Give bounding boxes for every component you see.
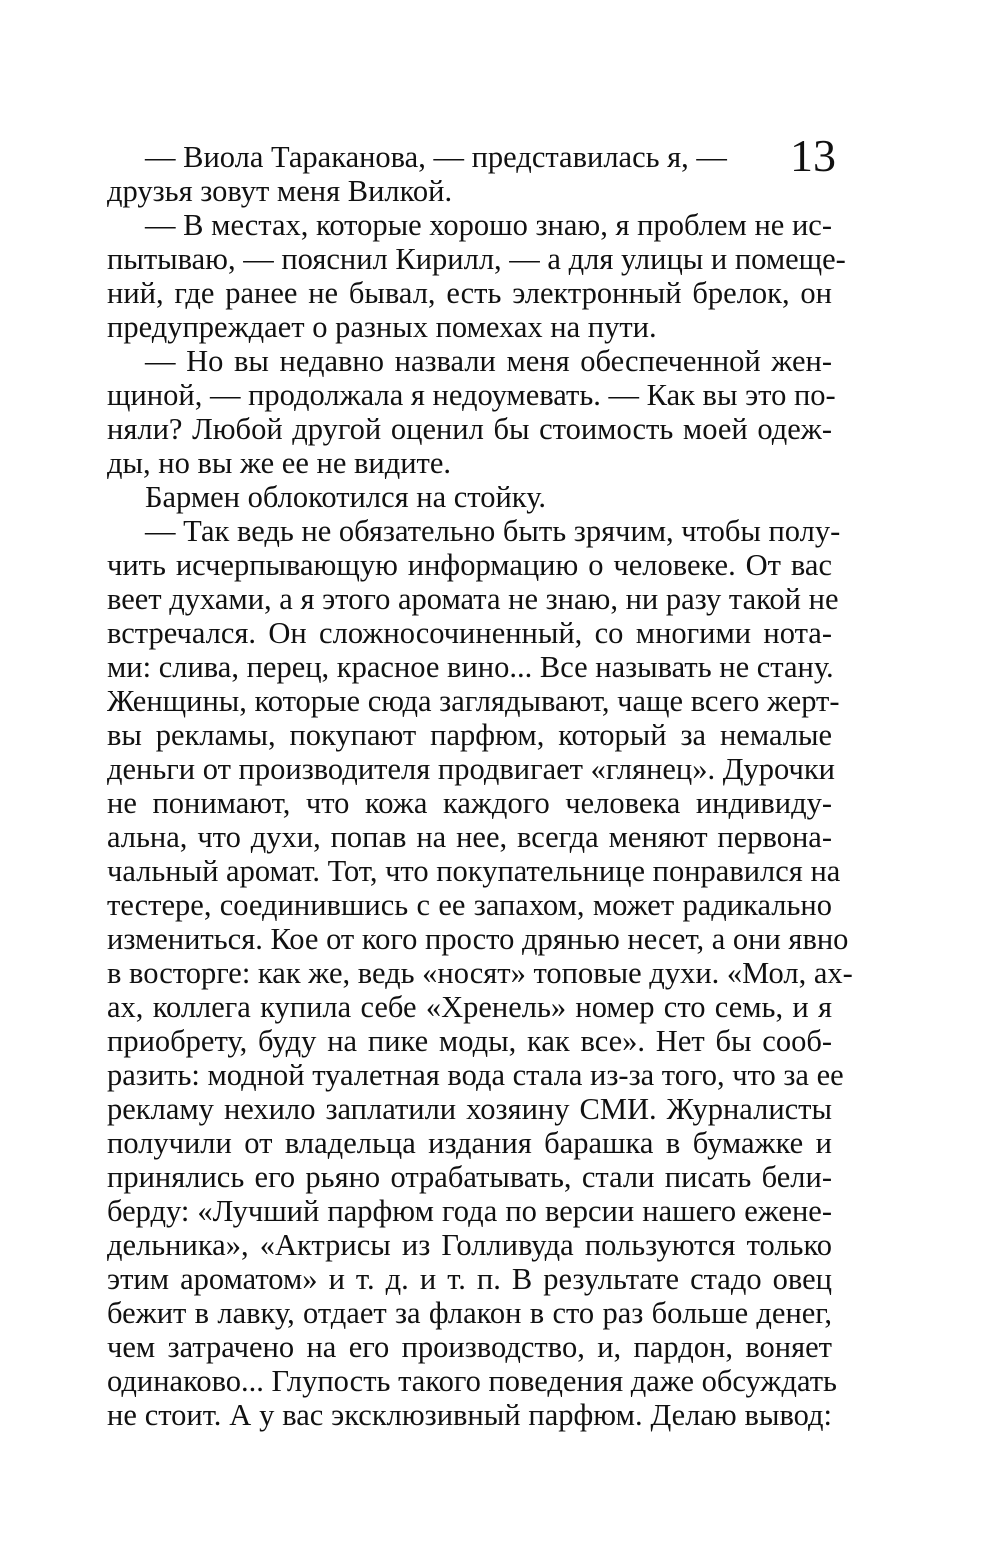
text-line: разить: модной туалетная вода стала из-за того, что за ее <box>107 1058 844 1092</box>
text-line: рекламу нехило заплатили хозяину СМИ. Журналисты <box>107 1092 832 1126</box>
page-number: 13 <box>790 130 836 181</box>
text-line: получили от владельца издания барашка в бумажке и <box>107 1126 832 1160</box>
text-line: няли? Любой другой оценил бы стоимость моей одеж- <box>107 412 832 446</box>
text-line: в восторге: как же, ведь «носят» топовые духи. «Мол, ах- <box>107 956 853 990</box>
text-line: берду: «Лучший парфюм года по версии нашего еженe- <box>107 1194 832 1228</box>
text-line: не стоит. А у вас эксклюзивный парфюм. Делаю вывод: <box>107 1398 832 1432</box>
text-line: деньги от производителя продвигает «глянец». Дурочки <box>107 752 835 786</box>
text-line: — В местах, которые хорошо знаю, я проблем не ис- <box>145 208 832 242</box>
text-line: вы рекламы, покупают парфюм, который за немалые <box>107 718 832 752</box>
text-line: чить исчерпывающую информацию о человеке. От вас <box>107 548 832 582</box>
text-line: щиной, — продолжала я недоумевать. — Как вы это по- <box>107 378 836 412</box>
text-line: ды, но вы же ее не видите. <box>107 446 452 480</box>
text-line: ах, коллега купила себе «Хренель» номер сто семь, и я <box>107 990 832 1024</box>
text-line: альна, что духи, попав на нее, всегда меняют первона- <box>107 820 832 854</box>
text-line: дельника», «Актрисы из Голливуда пользуются только <box>107 1228 832 1262</box>
text-line: принялись его рьяно отрабатывать, стали писать бели- <box>107 1160 832 1194</box>
text-line: веет духами, а я этого аромата не знаю, ни разу такой не <box>107 582 839 616</box>
text-line: — Виола Тараканова, — представилась я, — <box>145 140 727 174</box>
text-line: предупреждает о разных помехах на пути. <box>107 310 657 344</box>
text-line: приобрету, буду на пике моды, как все». Нет бы сооб- <box>107 1024 832 1058</box>
text-line: чем затрачено на его производство, и, пардон, воняет <box>107 1330 832 1364</box>
text-line: бежит в лавку, отдает за флакон в сто раз больше денег, <box>107 1296 832 1330</box>
text-line: одинаково... Глупость такого поведения даже обсуждать <box>107 1364 837 1398</box>
text-line: чальный аромат. Тот, что покупательнице понравился на <box>107 854 841 888</box>
text-line: ми: слива, перец, красное вино... Все называть не стану. <box>107 650 834 684</box>
text-line: этим ароматом» и т. д. и т. п. В результате стадо овец <box>107 1262 832 1296</box>
text-line: тестере, соединившись с ее запахом, может радикально <box>107 888 832 922</box>
text-line: друзья зовут меня Вилкой. <box>107 174 453 208</box>
text-line: — Но вы недавно назвали меня обеспеченной жен- <box>145 344 832 378</box>
text-line: не понимают, что кожа каждого человека индивиду- <box>107 786 832 820</box>
text-line: встречался. Он сложносочиненный, со многими нота- <box>107 616 832 650</box>
text-line: — Так ведь не обязательно быть зрячим, чтобы полу- <box>145 514 841 548</box>
text-line: ний, где ранее не бывал, есть электронный брелок, он <box>107 276 832 310</box>
page-text <box>107 140 853 1432</box>
text-line: Бармен облокотился на стойку. <box>145 480 547 514</box>
text-line: Женщины, которые сюда заглядывают, чаще всего жерт- <box>107 684 840 718</box>
text-line: пытываю, — пояснил Кирилл, — а для улицы и помеще- <box>107 242 846 276</box>
text-line: измениться. Кое от кого просто дрянью несет, а они явно <box>107 922 849 956</box>
